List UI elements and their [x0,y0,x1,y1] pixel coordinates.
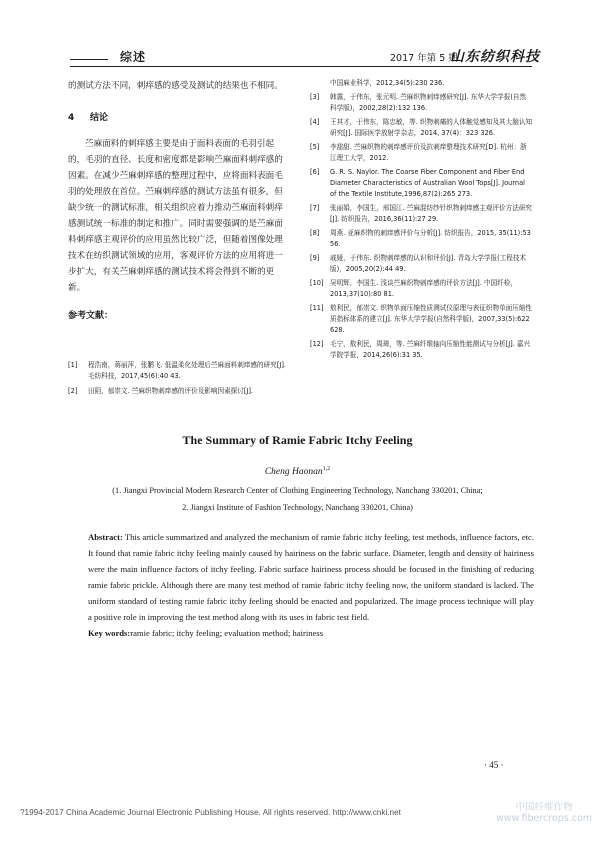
header-issue: 2017 年第 5 期 [390,53,458,64]
reference-text: 吴明辉，李国生. 浅谈苎麻织物刺痒感的评价方法[J]. 中国纤检，2013,37(10):80 81. [330,279,517,298]
section-title: 结论 [90,113,109,123]
reference-item [310,92,532,114]
reference-text: 中国麻业科学，2012,34(5):230 236. [330,79,445,87]
header-rule [70,66,532,67]
reference-item [310,203,532,225]
reference-item [310,117,532,139]
reference-item [310,78,532,89]
abstract-text: This article summarized and analyzed the mechanism of ramie fabric itchy feeling, test methods, influence factors, etc. It found that ramie fabric itchy feeling mainly caused by hairiness on the fabric surface. Diameter, length and density of hairiness were the main influence factors of itchy feeling. Fabric surface hairiness process should be focused in the finishing of reducing ramie fabric prickle. Although there are many test method of ramie fabric itchy feeling now, the uniform standard is lacked. The uniform standard of testing ramie fabric itchy feeling should be enacted and popularized. The image process technique will play a positive role in improving the test method along with its uses in fabric test field. [88,532,534,622]
references-title: 参考文献： [68,311,114,321]
reference-text: 周燕. 亚麻织物的刺痒感评价与分析[J]. 纺织报告，2015, 35(11):53 56. [330,229,531,248]
reference-text: 韩露，于伟东，张元明. 苎麻织物刺痒感研究[J]. 东华大学学报(自然科学版)，2002,28(2):132 136. [330,93,527,112]
reference-text: 毛宁，敖利民，周琦，等. 苎麻纤维轴向压缩性能测试与分析[J]. 嘉兴学院学报，2014,26(6):31 35. [330,340,531,359]
reference-text: 敖利民，郁崇文. 织物单面压缩性质测试仪原理与表征织物单面压缩性质指标体系的建立[J]. 东华大学学报(自然科学版)，2007,33(5):622 628. [330,304,533,334]
reference-number: [1] [68,361,78,369]
reference-item [310,253,532,275]
reference-number: [9] [310,254,320,262]
reference-item [68,386,290,397]
reference-number: [6] [310,168,320,176]
copyright-footer: ?1994-2017 China Academic Journal Electronic Publishing House. All rights reserved. http://www.cnki.net [20,808,401,817]
reference-number: [2] [68,387,78,395]
reference-item [310,339,532,361]
reference-number: [8] [310,229,320,237]
reference-number: [7] [310,204,320,212]
author-superscript: 1,2 [322,466,331,472]
keywords-label: Key words: [88,628,131,638]
page-number: · 45 · [484,760,504,770]
reference-number: [5] [310,143,320,151]
reference-item [310,278,532,300]
reference-text: 张丽娟，李国生，邢国江. 苎麻混纺纱针织物刺痒感主观评价方法研究[J]. 纺织报告，2016,36(11):27 29. [330,204,533,223]
left-column [68,78,290,324]
header-dash [70,59,108,60]
reference-text: 戚娅，于伟东. 织物刺痒感的认识和评价[J]. 青岛大学学报(工程技术版)，2005,20(2):44 49. [330,254,527,273]
reference-item [310,142,532,164]
reference-number: [4] [310,118,320,126]
header-section-label: 综述 [120,50,147,64]
reference-text: 程浩南，蒋丽萍，张鹏飞. 低温柔化处理后苎麻面料刺痒感的研究[J]. 毛纺科技，2017,45(6):40 43. [88,361,287,380]
reference-number: [10] [310,279,324,287]
reference-number: [3] [310,93,320,101]
reference-text: 田陌，郁崇文. 苎麻织物刺痒感的评价及影响因素探讨[J]. [88,387,254,395]
watermark-line-2: www.fibercrops.com [496,813,593,824]
reference-number: [11] [310,304,324,312]
english-title: The Summary of Ramie Fabric Itchy Feeling [182,433,413,447]
continued-paragraph: 的测试方法不同，刺痒感的感受及测试的结果也不相同。 [68,81,283,91]
reference-item [310,167,532,200]
watermark [496,802,592,824]
reference-text: 王其才，于伟东，陈忠敏，等. 织物刺痛的人体触觉感知及其大脑认知研究[J]. 国际医学放射学杂志，2014, 37(4)：323 326. [330,118,533,137]
reference-number [310,78,330,89]
reference-text: 李甜甜. 苎麻织物的刺痒感评价及抗刺痒整理技术研究[D]. 杭州：浙江理工大学，2012. [330,143,527,162]
keywords-line [88,625,534,641]
keywords-text: ramie fabric; itchy feeling; evaluation method; hairiness [130,628,324,638]
header-journal-name: 山东纺织科技 [450,49,540,65]
abstract-paragraph [88,529,534,625]
references-left [68,360,290,397]
author-name: Cheng Haonan [264,467,323,478]
english-abstract [88,529,534,641]
affiliation-line-2: 2. Jiangxi Institute of Fashion Technology, Nanchang 330201, China) [182,503,413,512]
affiliation-line-1: (1. Jiangxi Provincial Modern Research Center of Clothing Engineering Technology, Nanchang 330201, China; [112,486,483,495]
section-heading [68,110,290,126]
references-right [310,78,532,361]
reference-item [310,303,532,336]
section-number: 4 [68,113,75,123]
abstract-label: Abstract: [88,532,123,542]
reference-item [310,228,532,250]
english-author [0,466,595,477]
reference-item [68,360,290,382]
reference-number: [12] [310,340,324,348]
conclusion-paragraph: 苎麻面料的刺痒感主要是由于面料表面的毛羽引起的，毛羽的直径、长度和密度都是影响苎麻面料刺痒感的因素。在减少苎麻刺痒感的整理过程中，应将面料表面毛羽的处理放在首位。苎麻刺痒感的测试方法虽有很多，但缺少统一的测试标准，相关组织应着力推动苎麻面料刺痒感测试统一标准的制定和推广。同时需要强调的是苎麻面料刺痒感主观评价的应用虽然比较广泛，但随着图像处理技术在纺织测试领域的应用，客观评价方法的应用将进一步扩大，有关苎麻刺痒感的测试技术将会得到不断的更新。 [68,139,283,293]
reference-text: G. R. S. Naylor. The Coarse Fiber Component and Fiber End Diameter Characteristics of Australian Wool Tops[J]. Journal of the Textile Institute,1996,87(2):265 273. [330,168,525,198]
watermark-line-1: 中国纤维作物 [515,802,573,813]
